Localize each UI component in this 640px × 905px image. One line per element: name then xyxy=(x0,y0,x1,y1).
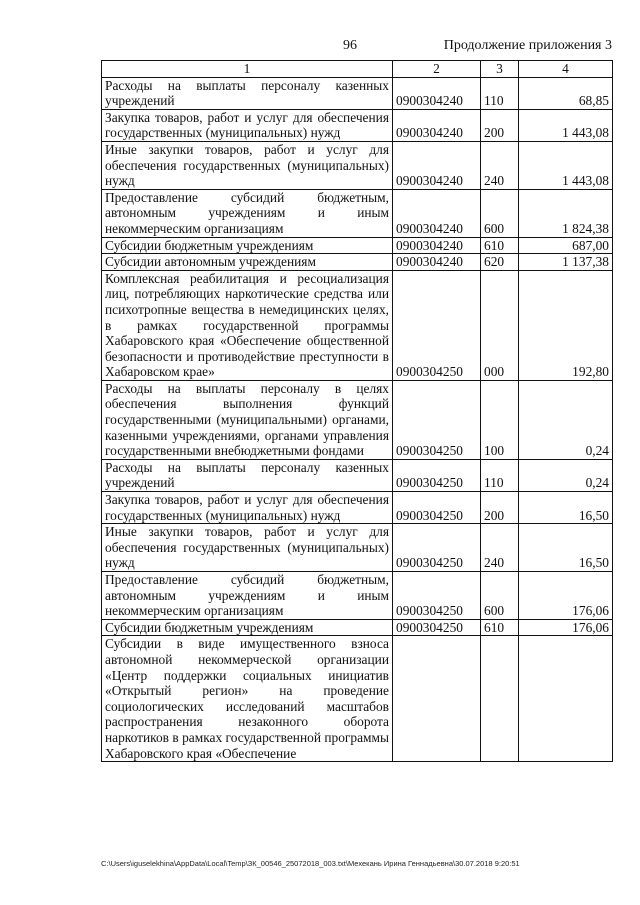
table-row xyxy=(102,109,613,141)
row-code: 0900304240 xyxy=(393,189,481,237)
table-row xyxy=(102,237,613,254)
row-code: 0900304250 xyxy=(393,524,481,572)
row-amount: 1 443,08 xyxy=(519,141,613,189)
row-code: 0900304250 xyxy=(393,619,481,636)
row-code: 0900304240 xyxy=(393,237,481,254)
table-row xyxy=(102,636,613,762)
row-amount: 176,06 xyxy=(519,572,613,620)
row-name: Комплексная реабилитация и ресоциализация лиц, потребляющих наркотические средства или психотропные вещества в немедицинских целях, в рамках государственной программы Хабаровского края «Обеспечение общественной безопасности и противодействие преступности в Хабаровском крае» xyxy=(102,270,393,380)
table-row xyxy=(102,619,613,636)
budget-table xyxy=(101,60,613,762)
row-amount: 16,50 xyxy=(519,492,613,524)
row-vr: 000 xyxy=(481,270,519,380)
row-name: Закупка товаров, работ и услуг для обеспечения государственных (муниципальных) нужд xyxy=(102,109,393,141)
table-row xyxy=(102,380,613,459)
row-amount: 0,24 xyxy=(519,380,613,459)
row-code: 0900304250 xyxy=(393,459,481,491)
row-name: Расходы на выплаты персоналу казенных учреждений xyxy=(102,459,393,491)
row-vr: 240 xyxy=(481,141,519,189)
row-amount: 192,80 xyxy=(519,270,613,380)
row-vr: 110 xyxy=(481,459,519,491)
row-name: Предоставление субсидий бюджетным, автономным учреждениям и иным некоммерческим организациям xyxy=(102,572,393,620)
row-amount: 16,50 xyxy=(519,524,613,572)
row-name: Субсидии бюджетным учреждениям xyxy=(102,237,393,254)
row-name: Субсидии автономным учреждениям xyxy=(102,254,393,271)
row-vr: 620 xyxy=(481,254,519,271)
row-name: Предоставление субсидий бюджетным, автономным учреждениям и иным некоммерческим организациям xyxy=(102,189,393,237)
row-amount: 176,06 xyxy=(519,619,613,636)
row-name: Расходы на выплаты персоналу казенных учреждений xyxy=(102,77,393,109)
table-row xyxy=(102,572,613,620)
row-vr: 200 xyxy=(481,109,519,141)
table-row xyxy=(102,141,613,189)
table-row xyxy=(102,77,613,109)
row-amount: 1 824,38 xyxy=(519,189,613,237)
row-vr: 200 xyxy=(481,492,519,524)
row-vr: 600 xyxy=(481,572,519,620)
row-code: 0900304240 xyxy=(393,77,481,109)
row-vr: 610 xyxy=(481,237,519,254)
row-name: Иные закупки товаров, работ и услуг для обеспечения государственных (муниципальных) нужд xyxy=(102,524,393,572)
row-code: 0900304240 xyxy=(393,109,481,141)
row-vr: 610 xyxy=(481,619,519,636)
row-code: 0900304250 xyxy=(393,572,481,620)
row-amount: 0,24 xyxy=(519,459,613,491)
row-vr xyxy=(481,636,519,762)
table-row xyxy=(102,459,613,491)
row-name: Субсидии бюджетным учреждениям xyxy=(102,619,393,636)
table-row xyxy=(102,492,613,524)
table-row xyxy=(102,254,613,271)
row-vr: 110 xyxy=(481,77,519,109)
table-row xyxy=(102,524,613,572)
column-header-1: 1 xyxy=(102,61,393,78)
row-code: 0900304250 xyxy=(393,492,481,524)
row-name: Закупка товаров, работ и услуг для обеспечения государственных (муниципальных) нужд xyxy=(102,492,393,524)
row-amount xyxy=(519,636,613,762)
column-header-2: 2 xyxy=(393,61,481,78)
row-name: Расходы на выплаты персоналу в целях обеспечения выполнения функций государственными (муниципальными) органами, казенными учреждениями, органами управления государственными внебюджетными фондами xyxy=(102,380,393,459)
table-row xyxy=(102,189,613,237)
table-header-row xyxy=(102,61,613,78)
row-amount: 1 443,08 xyxy=(519,109,613,141)
appendix-label: Продолжение приложения 3 xyxy=(443,38,612,53)
column-header-3: 3 xyxy=(481,61,519,78)
row-code: 0900304250 xyxy=(393,270,481,380)
table-row xyxy=(102,270,613,380)
row-vr: 600 xyxy=(481,189,519,237)
file-path-footer: C:\Users\iguselekhina\AppData\Local\Temp\ЗК_00546_25072018_003.txt\Мехекань Ирина Геннадьевна\30.07.2018 9:20:51 xyxy=(101,859,520,868)
row-code: 0900304240 xyxy=(393,141,481,189)
row-vr: 240 xyxy=(481,524,519,572)
row-code xyxy=(393,636,481,762)
row-name: Субсидии в виде имущественного взноса автономной некоммерческой организации «Центр поддержки социальных инициатив «Открытый регион» на проведение социологических исследований масштабов распространения незаконного оборота наркотиков в рамках государственной программы Хабаровского края «Обеспечение xyxy=(102,636,393,762)
page-number: 96 xyxy=(343,38,357,53)
row-name: Иные закупки товаров, работ и услуг для обеспечения государственных (муниципальных) нужд xyxy=(102,141,393,189)
row-amount: 687,00 xyxy=(519,237,613,254)
row-code: 0900304240 xyxy=(393,254,481,271)
row-code: 0900304250 xyxy=(393,380,481,459)
column-header-4: 4 xyxy=(519,61,613,78)
row-vr: 100 xyxy=(481,380,519,459)
row-amount: 68,85 xyxy=(519,77,613,109)
row-amount: 1 137,38 xyxy=(519,254,613,271)
